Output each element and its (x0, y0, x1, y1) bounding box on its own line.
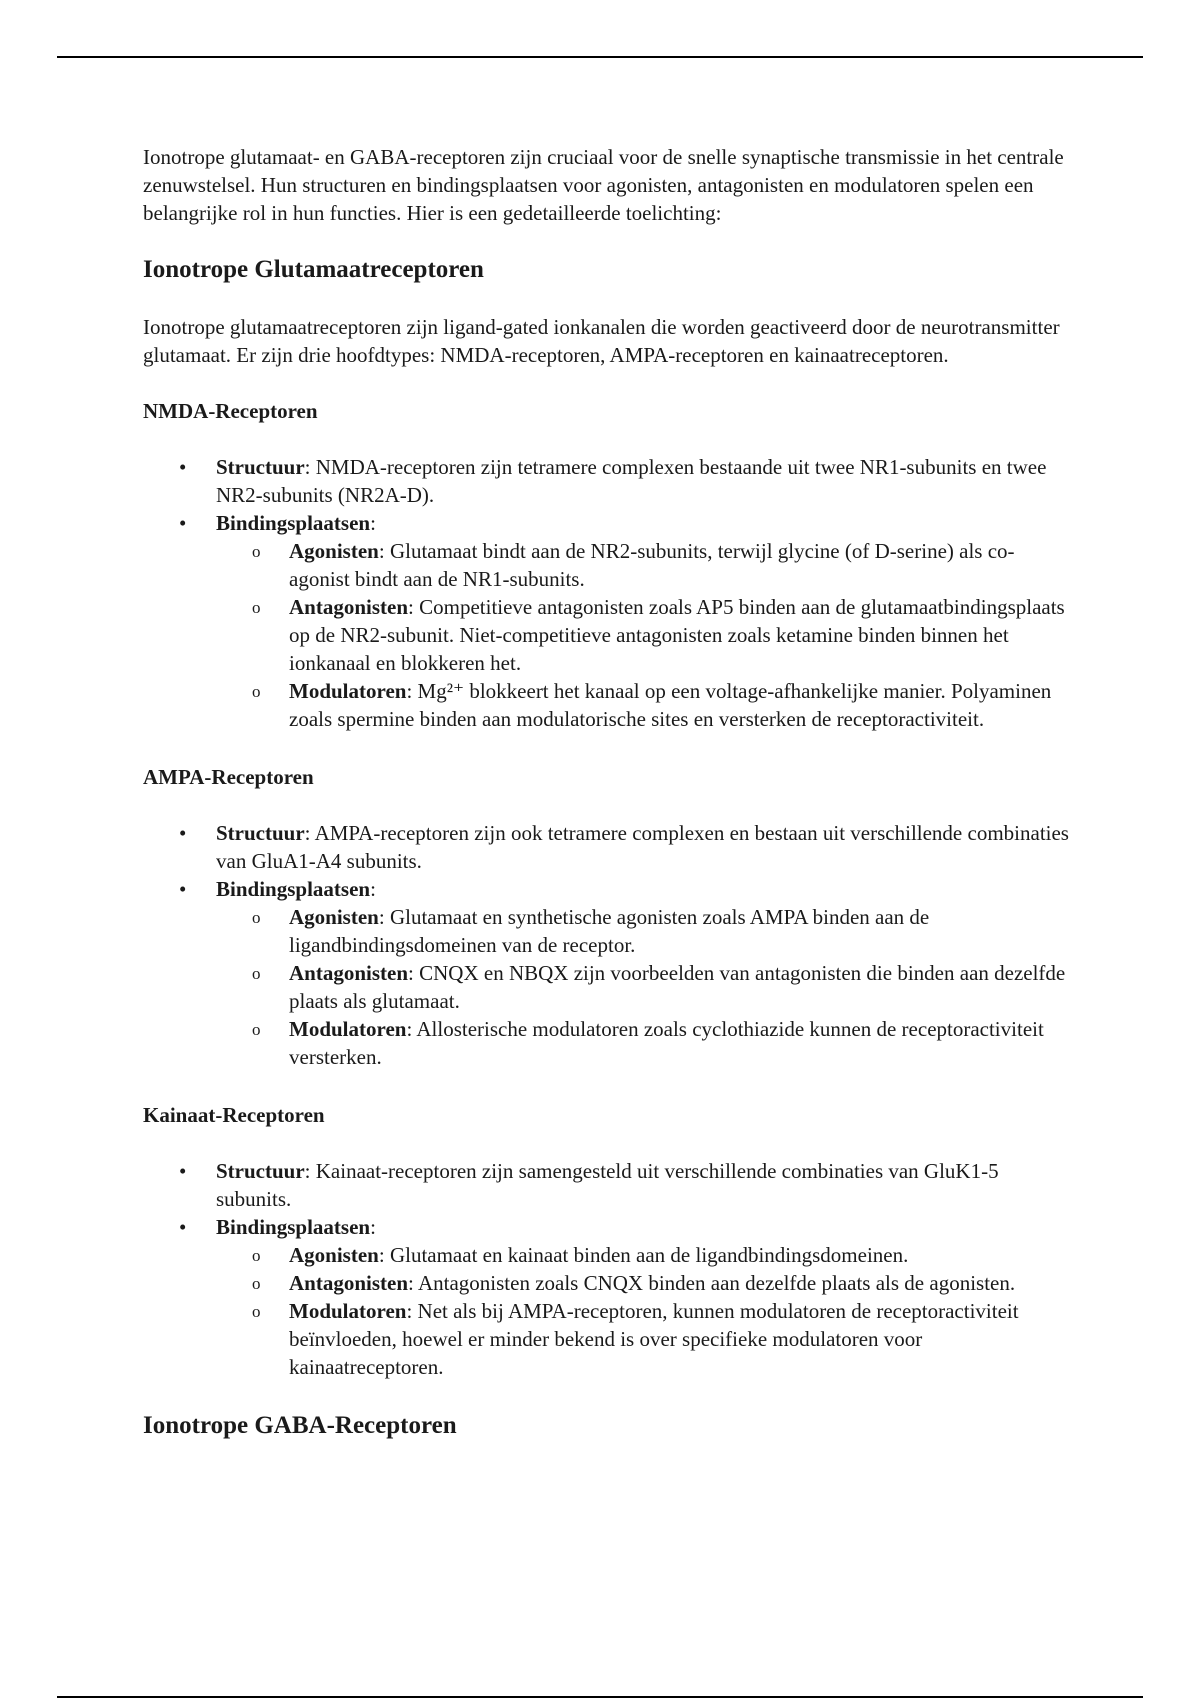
document-body (143, 143, 1073, 1469)
list-item: o Modulatoren: Net als bij AMPA-receptoren, kunnen modulatoren de receptoractiviteit beïnvloeden, hoewel er minder bekend is over specifieke modulatoren voor kainaatreceptoren. (143, 1297, 1073, 1381)
ampa-sublist (216, 903, 1073, 1071)
heading-ampa: AMPA-Receptoren (143, 765, 314, 789)
nmda-list (143, 453, 1073, 733)
kainaat-sublist (216, 1241, 1073, 1381)
list-item: • Structuur: NMDA-receptoren zijn tetramere complexen bestaande uit twee NR1-subunits en twee NR2-subunits (NR2A-D). (143, 453, 1073, 509)
list-item: o Agonisten: Glutamaat bindt aan de NR2-subunits, terwijl glycine (of D-serine) als co-agonist bindt aan de NR1-subunits. (143, 537, 1073, 593)
list-item: o Modulatoren: Allosterische modulatoren zoals cyclothiazide kunnen de receptoractiviteit versterken. (143, 1015, 1073, 1071)
list-item: • Structuur: AMPA-receptoren zijn ook tetramere complexen en bestaan uit verschillende combinaties van GluA1-A4 subunits. (143, 819, 1073, 875)
nmda-sublist (216, 537, 1073, 733)
list-item: o Agonisten: Glutamaat en kainaat binden aan de ligandbindingsdomeinen. (143, 1241, 1073, 1269)
intro-paragraph: Ionotrope glutamaat- en GABA-receptoren zijn cruciaal voor de snelle synaptische transmissie in het centrale zenuwstelsel. Hun structuren en bindingsplaatsen voor agonisten, antagonisten en modulatoren spelen een belangrijke rol in hun functies. Hier is een gedetailleerde toelichting: (143, 145, 1064, 225)
heading-glutamate: Ionotrope Glutamaatreceptoren (143, 256, 484, 283)
list-item: o Agonisten: Glutamaat en synthetische agonisten zoals AMPA binden aan de ligandbindingsdomeinen van de receptor. (143, 903, 1073, 959)
list-item: o Antagonisten: Antagonisten zoals CNQX binden aan dezelfde plaats als de agonisten. (143, 1269, 1073, 1297)
list-item: o Antagonisten: Competitieve antagonisten zoals AP5 binden aan de glutamaatbindingsplaats op de NR2-subunit. Niet-competitieve antagonisten zoals ketamine binden binnen het ionkanaal en blokkeren het. (143, 593, 1073, 677)
heading-nmda: NMDA-Receptoren (143, 399, 318, 423)
list-item: • Structuur: Kainaat-receptoren zijn samengesteld uit verschillende combinaties van GluK1-5 subunits. (143, 1157, 1073, 1213)
list-item: o Antagonisten: CNQX en NBQX zijn voorbeelden van antagonisten die binden aan dezelfde plaats als glutamaat. (143, 959, 1073, 1015)
kainaat-list (143, 1157, 1073, 1381)
list-item: o Modulatoren: Mg²⁺ blokkeert het kanaal op een voltage-afhankelijke manier. Polyaminen zoals spermine binden aan modulatorische sites en versterken de receptoractiviteit. (143, 677, 1073, 733)
heading-kainaat: Kainaat-Receptoren (143, 1103, 325, 1127)
list-item: • Bindingsplaatsen: o Agonisten: Glutamaat en synthetische agonisten zoals AMPA binden aan de ligandbindingsdomeinen van de receptor. o Antagonisten: CNQX en NBQX zijn voorbeelden van antagonisten die binden aan dezelfde plaats als glutamaat. o Modulatoren: Allosterische modulatoren zoals cyclothiazide kunnen de receptoractiviteit versterken. (143, 875, 1073, 1071)
footer-rule (57, 1696, 1143, 1698)
glutamate-intro-paragraph: Ionotrope glutamaatreceptoren zijn ligand-gated ionkanalen die worden geactiveerd door de neurotransmitter glutamaat. Er zijn drie hoofdtypes: NMDA-receptoren, AMPA-receptoren en kainaatreceptoren. (143, 315, 1060, 367)
header-rule (57, 56, 1143, 58)
heading-gaba: Ionotrope GABA-Receptoren (143, 1412, 457, 1439)
ampa-list (143, 819, 1073, 1071)
list-item: • Bindingsplaatsen: o Agonisten: Glutamaat en kainaat binden aan de ligandbindingsdomeinen. o Antagonisten: Antagonisten zoals CNQX binden aan dezelfde plaats als de agonisten. o Modulatoren: Net als bij AMPA-receptoren, kunnen modulatoren de receptoractiviteit beïnvloeden, hoewel er minder bekend is over specifieke modulatoren voor kainaatreceptoren. (143, 1213, 1073, 1381)
list-item: • Bindingsplaatsen: o Agonisten: Glutamaat bindt aan de NR2-subunits, terwijl glycine (of D-serine) als co-agonist bindt aan de NR1-subunits. o Antagonisten: Competitieve antagonisten zoals AP5 binden aan de glutamaatbindingsplaats op de NR2-subunit. Niet-competitieve antagonisten zoals ketamine binden binnen het ionkanaal en blokkeren het. o Modulatoren: Mg²⁺ blokkeert het kanaal op een voltage-afhankelijke manier. Polyaminen zoals spermine binden aan modulatorische sites en versterken de receptoractiviteit. (143, 509, 1073, 733)
